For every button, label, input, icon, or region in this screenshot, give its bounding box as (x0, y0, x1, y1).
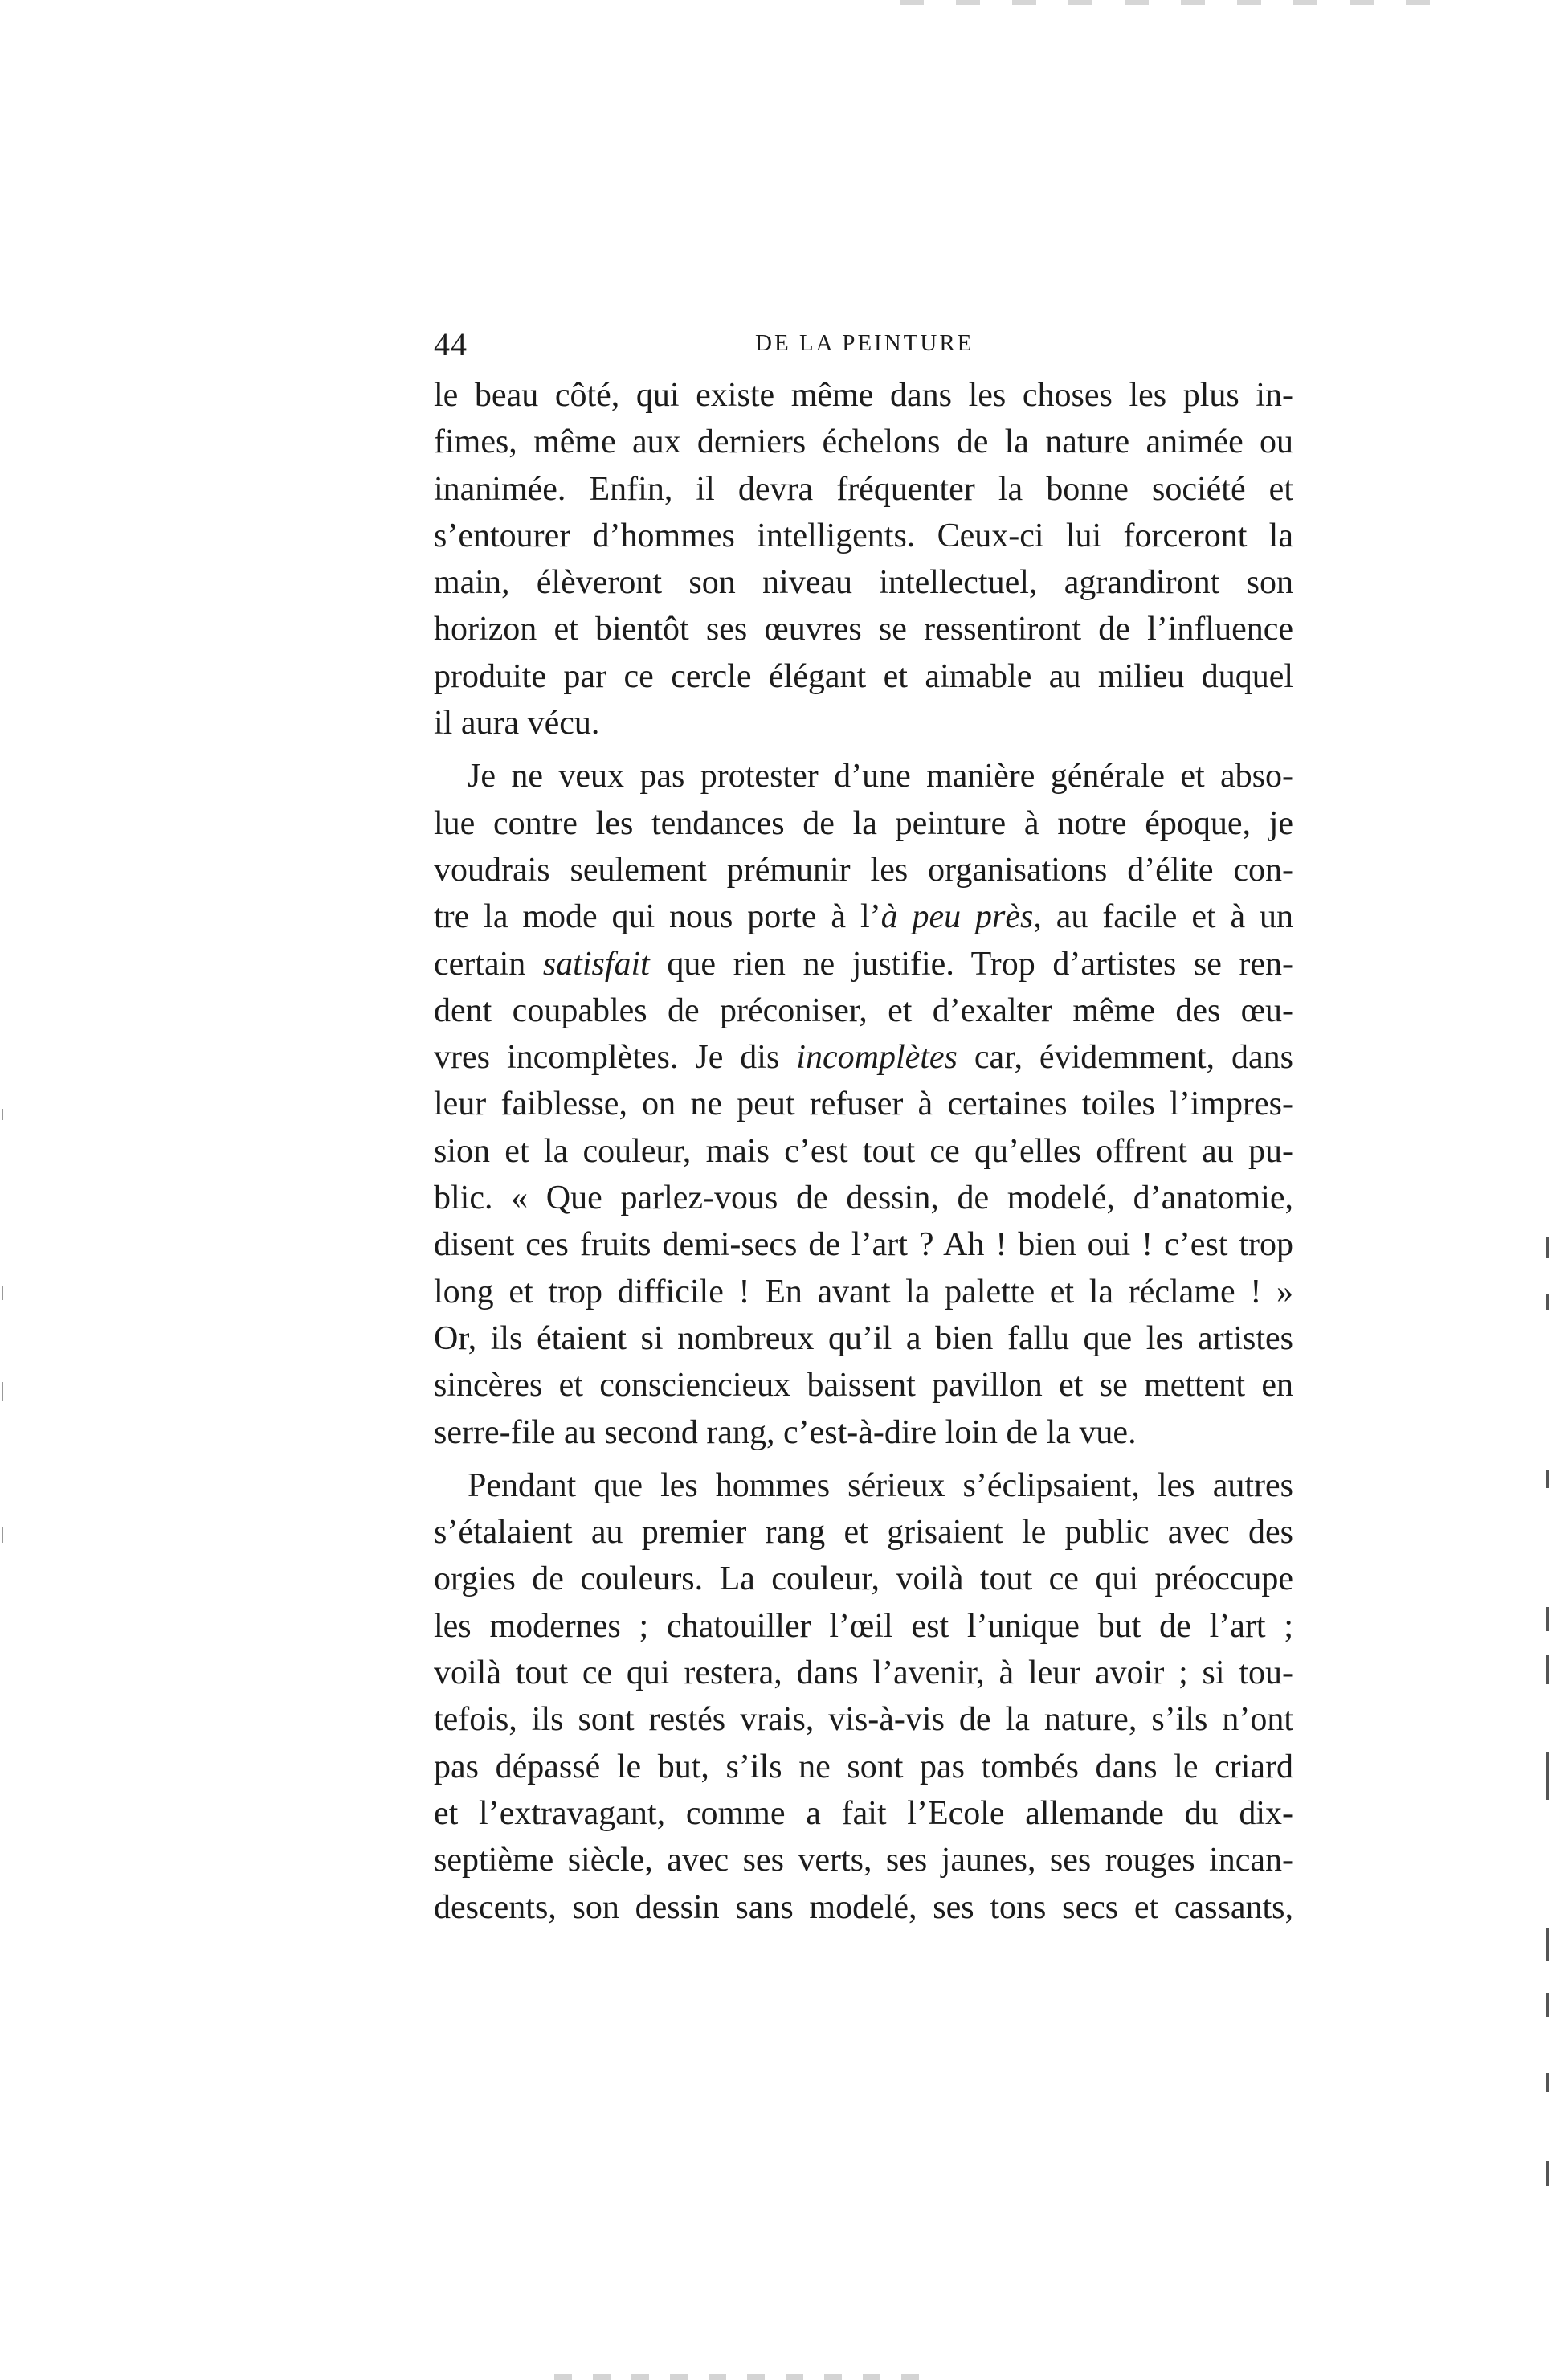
text-segment: certain (434, 945, 543, 983)
text-line: et l’extravagant, comme a fait l’Ecole allemande du dix- (434, 1794, 1293, 1832)
text-line: long et trop difficile ! En avant la palette et la réclame ! » (434, 1273, 1293, 1311)
scan-mark (1546, 1752, 1549, 1800)
text-line: pas dépassé le but, s’ils ne sont pas tombés dans le criard (434, 1748, 1293, 1785)
text-line: Je ne veux pas protester d’une manière générale et abso- (468, 758, 1293, 795)
scan-mark (1546, 1237, 1549, 1258)
italic-phrase: incomplètes (796, 1039, 958, 1077)
text-line: le beau côté, qui existe même dans les choses les plus in- (434, 377, 1293, 414)
text-line: tefois, ils sont restés vrais, vis-à-vis de la nature, s’ils n’ont (434, 1701, 1293, 1739)
text-line: les modernes ; chatouiller l’œil est l’unique but de l’art ; (434, 1607, 1293, 1645)
text-line-with-italic (434, 1034, 1293, 1081)
text-segment: vres incomplètes. Je dis (434, 1039, 797, 1077)
text-line: voudrais seulement prémunir les organisations d’élite con- (434, 851, 1293, 889)
paragraph-gap (434, 1456, 1293, 1462)
text-segment: tre la mode qui nous porte à l’ (434, 898, 881, 936)
italic-phrase: satisfait (542, 945, 650, 983)
text-line: main, élèveront son niveau intellectuel, agrandiront son (434, 564, 1293, 602)
text-line: il aura vécu. (434, 705, 600, 742)
scan-mark (2, 1109, 3, 1120)
text-line: s’entourer d’hommes intelligents. Ceux-ci lui forceront la (434, 517, 1293, 554)
text-line: leur faiblesse, on ne peut refuser à certaines toiles l’impres- (434, 1086, 1293, 1123)
scan-mark (2, 1527, 3, 1543)
running-head (434, 325, 1293, 366)
text-line: disent ces fruits demi-secs de l’art ? Ah ! bien oui ! c’est trop (434, 1226, 1293, 1264)
page-number: 44 (434, 326, 468, 362)
scan-mark (1546, 1993, 1549, 2017)
body-text (434, 372, 1293, 1931)
scan-mark (1546, 1294, 1549, 1310)
text-line-with-italic (434, 894, 1293, 940)
text-line: sion et la couleur, mais c’est tout ce qu’elles offrent au pu- (434, 1132, 1293, 1170)
text-line: Or, ils étaient si nombreux qu’il a bien fallu que les artistes (434, 1319, 1293, 1357)
text-line: Pendant que les hommes sérieux s’éclipsaient, les autres (468, 1466, 1293, 1504)
scan-mark (1546, 1470, 1549, 1488)
scan-artifact-top (900, 0, 1462, 5)
scan-mark (1546, 1928, 1549, 1961)
scan-mark (2, 1286, 3, 1300)
left-margin-scan-marks (0, 0, 8, 2380)
running-title: DE LA PEINTURE (755, 330, 974, 356)
text-line: blic. « Que parlez-vous de dessin, de modelé, d’anatomie, (434, 1180, 1293, 1217)
scan-mark (2, 1382, 3, 1401)
paragraph-gap (434, 746, 1293, 753)
text-line: descents, son dessin sans modelé, ses tons secs et cassants, (434, 1888, 1293, 1926)
scan-artifact-bottom (554, 2374, 940, 2380)
text-line: lue contre les tendances de la peinture à notre époque, je (434, 804, 1293, 842)
text-line: produite par ce cercle élégant et aimable au milieu duquel (434, 657, 1293, 695)
text-line: voilà tout ce qui restera, dans l’avenir, à leur avoir ; si tou- (434, 1654, 1293, 1692)
text-line: horizon et bientôt ses œuvres se ressentiront de l’influence (434, 611, 1293, 648)
text-line-with-italic (434, 941, 1293, 988)
scan-mark (1546, 1607, 1549, 1631)
scan-mark (1546, 2073, 1549, 2092)
text-line: serre-file au second rang, c’est-à-dire loin de la vue. (434, 1413, 1137, 1451)
text-line: dent coupables de préconiser, et d’exalter même des œu- (434, 992, 1293, 1029)
scan-mark (1546, 2161, 1549, 2186)
text-line: inanimée. Enfin, il devra fréquenter la bonne société et (434, 470, 1293, 508)
text-segment: , au facile et à un (1033, 898, 1294, 936)
italic-phrase: à peu près (880, 898, 1034, 936)
text-segment: car, évidemment, dans (957, 1039, 1293, 1077)
text-line: sincères et consciencieux baissent pavillon et se mettent en (434, 1367, 1293, 1405)
text-line: fimes, même aux derniers échelons de la nature animée ou (434, 423, 1293, 461)
right-margin-scan-marks (1536, 0, 1560, 2380)
text-line: s’étalaient au premier rang et grisaient le public avec des (434, 1514, 1293, 1552)
text-line: septième siècle, avec ses verts, ses jaunes, ses rouges incan- (434, 1842, 1293, 1879)
scan-mark (1546, 1655, 1549, 1684)
text-line: orgies de couleurs. La couleur, voilà tout ce qui préoccupe (434, 1560, 1293, 1598)
text-segment: que rien ne justifie. Trop d’artistes se ren- (649, 945, 1294, 983)
